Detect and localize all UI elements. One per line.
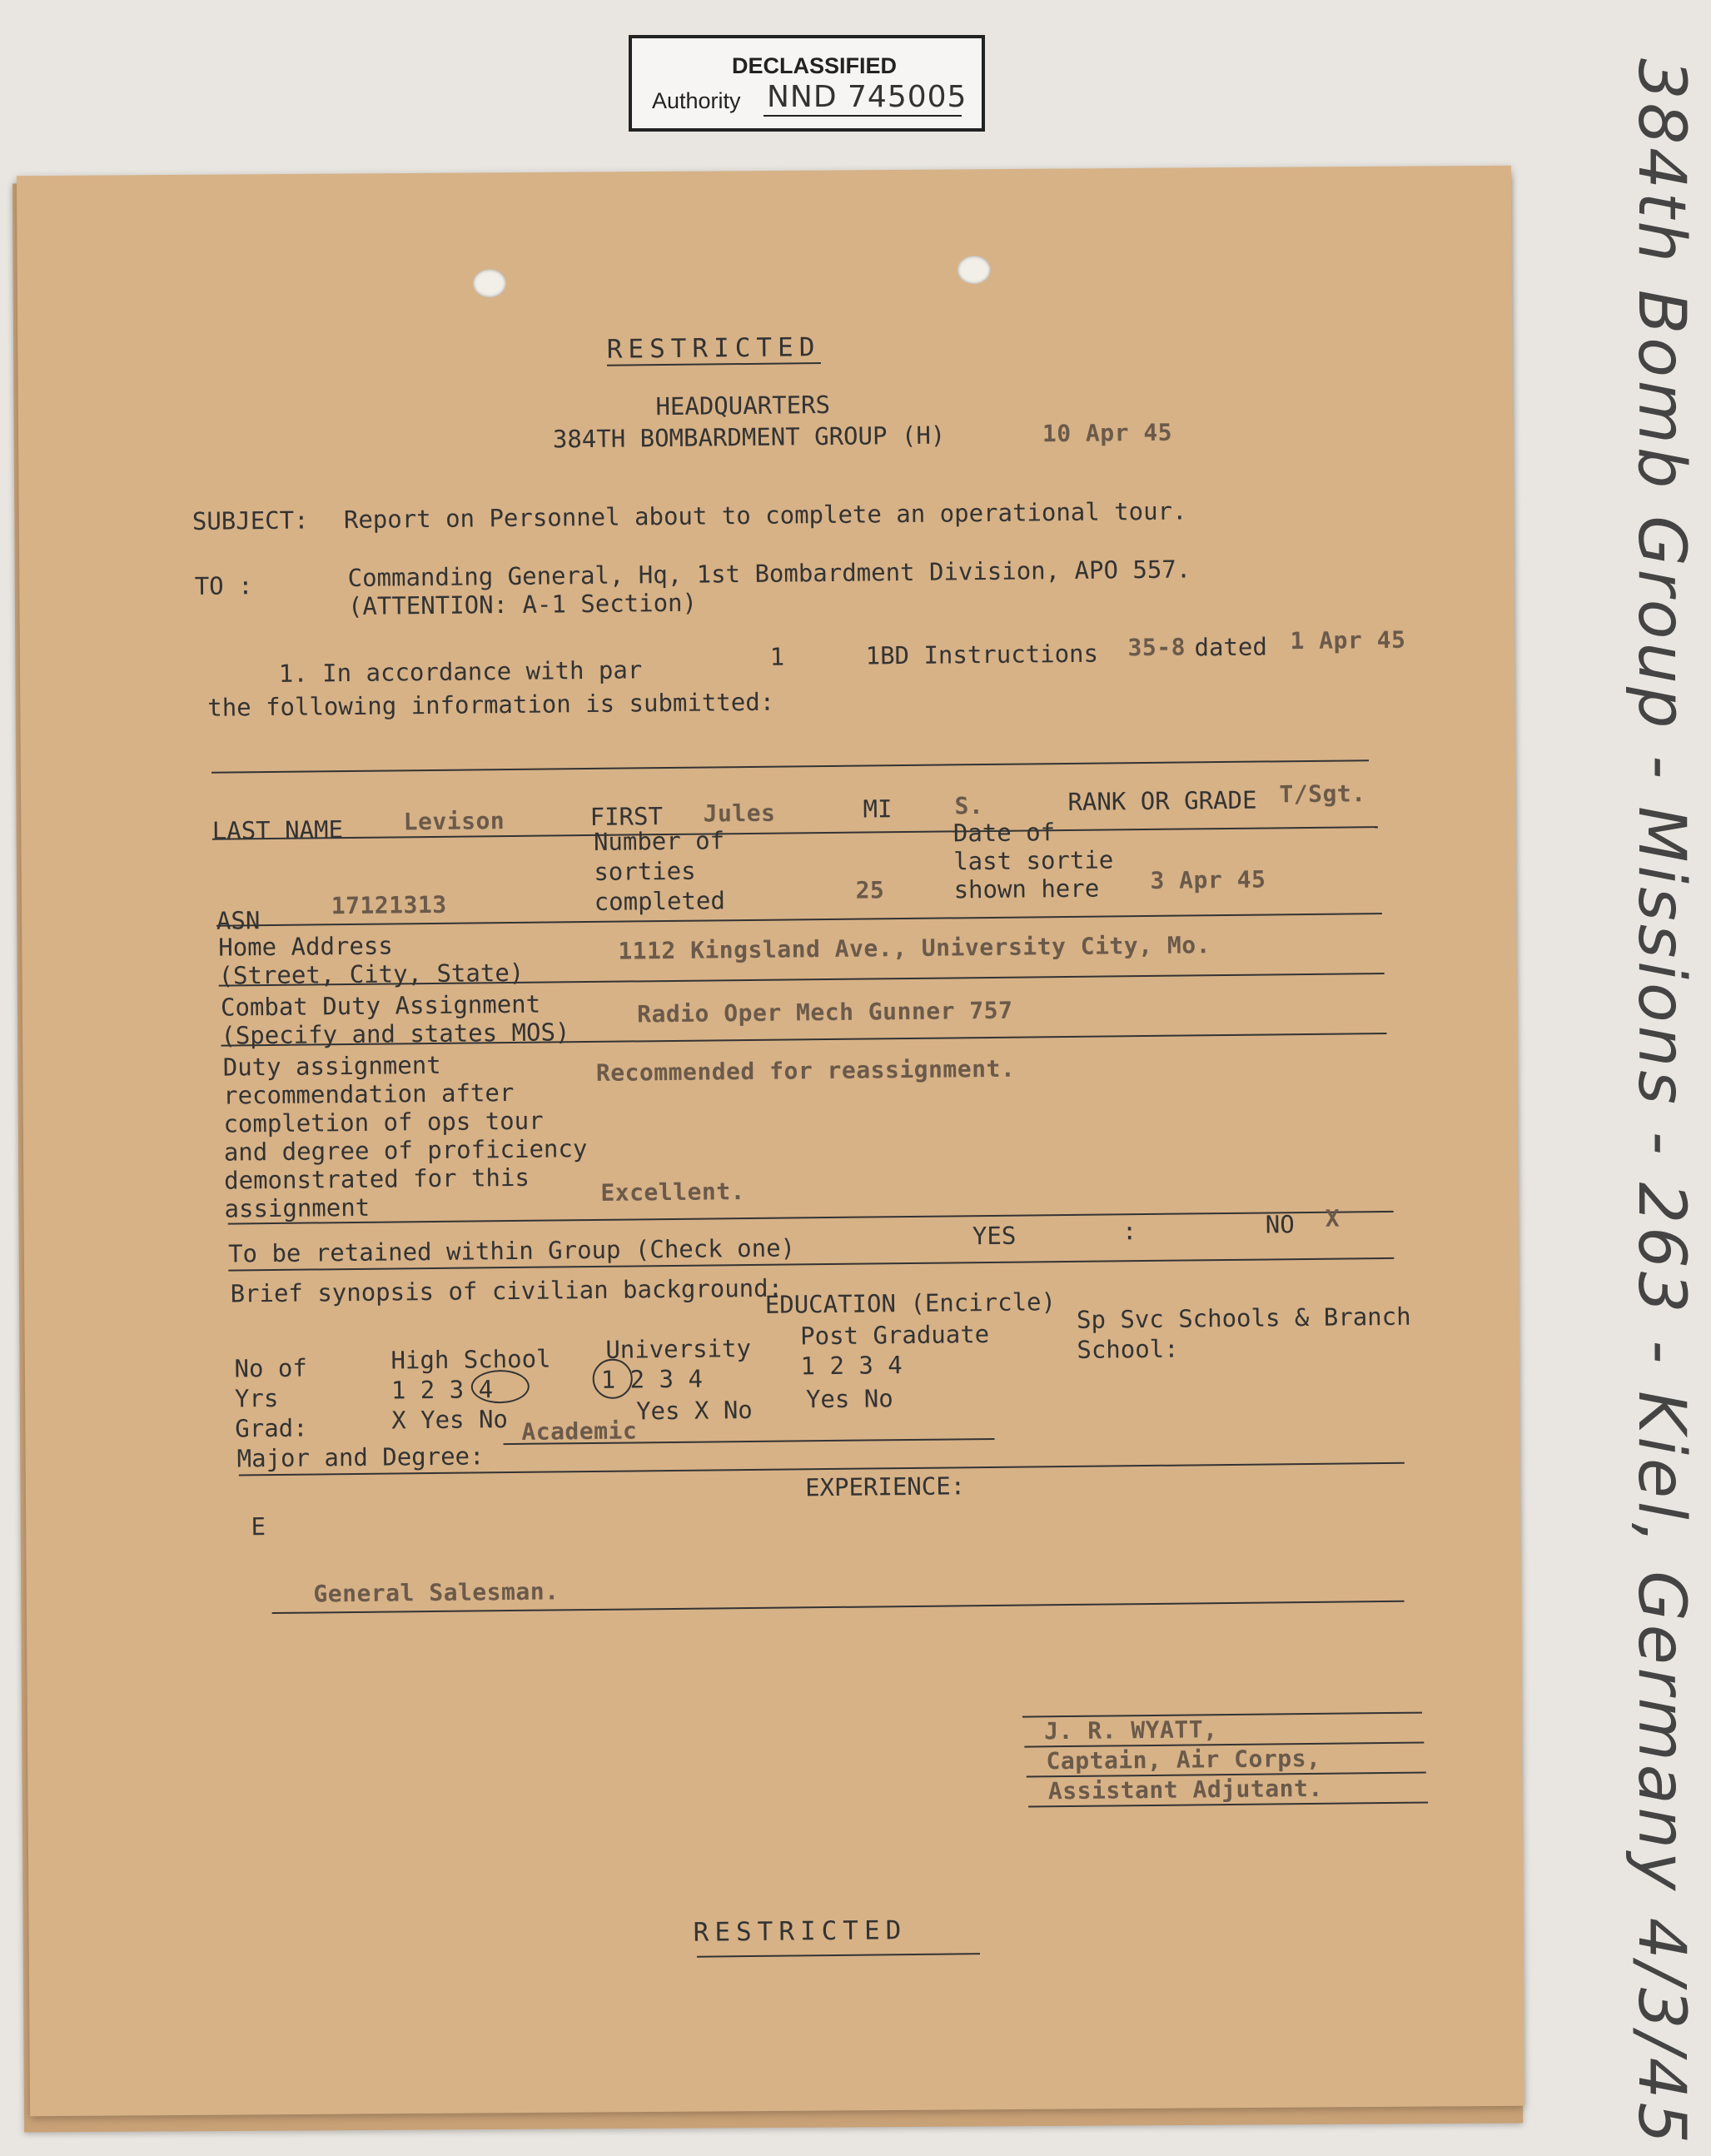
university-circle (592, 1358, 633, 1399)
stamp-authority-label: Authority (652, 88, 741, 113)
sorties-label-2: sorties (594, 856, 696, 886)
sorties-label-1: Number of (593, 826, 725, 856)
sp-svc-label-1: Sp Svc Schools & Branch (1076, 1302, 1411, 1334)
middle-initial-value: S. (954, 792, 984, 820)
major-label: Major and Degree: (236, 1441, 485, 1473)
high-school-grad: X Yes No (391, 1405, 509, 1435)
stamp-authority-value: NND 745005 (767, 80, 967, 114)
to-line-1: Commanding General, Hq, 1st Bombardment Division, APO 557. (347, 555, 1191, 593)
last-sortie-value: 3 Apr 45 (1150, 865, 1266, 894)
paragraph-number: 1 (769, 642, 785, 671)
home-address-value: 1112 Kingsland Ave., University City, Mo. (618, 931, 1211, 965)
e-label: E (251, 1512, 266, 1541)
asn-label: ASN (216, 906, 261, 935)
punch-hole-left (473, 269, 506, 297)
university-grad: Yes X No (635, 1395, 753, 1426)
last-sortie-label-2: last sortie (953, 845, 1114, 876)
retained-no-label: NO (1265, 1210, 1295, 1239)
last-sortie-label-1: Date of (952, 818, 1056, 848)
duty-label-5: demonstrated for this (224, 1163, 530, 1195)
unit-name: 384TH BOMBARDMENT GROUP (H) (552, 421, 946, 454)
last-sortie-label-3: shown here (953, 874, 1100, 904)
dated-label: dated (1194, 632, 1268, 662)
home-address-label-2: (Street, City, State) (218, 958, 525, 990)
major-value: Academic (521, 1417, 638, 1446)
education-label: EDUCATION (Encircle) (764, 1287, 1057, 1319)
experience-value: General Salesman. (313, 1577, 560, 1608)
sorties-label-3: completed (594, 886, 726, 916)
duty-recommendation-value: Recommended for reassignment. (595, 1054, 1016, 1087)
restricted-bottom-rule (697, 1953, 980, 1958)
high-school-circle (471, 1370, 530, 1404)
punch-hole-right (957, 256, 991, 284)
duty-label-2: recommendation after (222, 1078, 515, 1110)
retained-label: To be retained within Group (Check one) (227, 1233, 796, 1268)
duty-rule (228, 1211, 1394, 1225)
yrs-label: Yrs (234, 1383, 279, 1413)
retained-no-mark: X (1325, 1204, 1340, 1232)
post-graduate-grad: Yes No (805, 1384, 893, 1414)
university-years: 1 2 3 4 (600, 1364, 704, 1394)
post-graduate-years: 1 2 3 4 (800, 1351, 903, 1381)
instructions-number: 35-8 (1127, 633, 1186, 662)
paragraph-line-2: the following information is submitted: (207, 687, 775, 722)
duty-label-6: assignment (224, 1193, 371, 1223)
first-name-label: FIRST (589, 802, 664, 831)
to-line-2: (ATTENTION: A-1 Section) (347, 588, 698, 621)
rank-label: RANK OR GRADE (1067, 785, 1257, 816)
combat-duty-label-1: Combat Duty Assignment (220, 989, 541, 1022)
middle-initial-label: MI (863, 794, 893, 824)
instructions-label: 1BD Instructions (865, 639, 1099, 670)
form-top-rule (211, 759, 1369, 774)
high-school-label: High School (390, 1344, 551, 1375)
sorties-value: 25 (855, 876, 885, 904)
name-rule (212, 826, 1378, 840)
subject-text: Report on Personnel about to complete an operational tour. (343, 496, 1187, 535)
post-graduate-label: Post Graduate (800, 1319, 990, 1351)
side-note-text: 384th Bomb Group - Missions - 263 - Kiel, Germany 4/3/45 (1624, 58, 1699, 2147)
stamp-title: DECLASSIFIED (732, 53, 898, 78)
home-address-label-1: Home Address (218, 931, 393, 962)
experience-label: EXPERIENCE: (804, 1471, 966, 1502)
duty-label-4: and degree of proficiency (223, 1134, 588, 1167)
synopsis-label: Brief synopsis of civilian background: (230, 1273, 783, 1308)
memo-date: 10 Apr 45 (1042, 418, 1173, 448)
combat-duty-value: Radio Oper Mech Gunner 757 (636, 996, 1013, 1028)
grad-label: Grad: (235, 1413, 308, 1443)
university-label: University (605, 1333, 752, 1364)
subject-label: SUBJECT: (191, 505, 309, 535)
restricted-bottom: RESTRICTED (693, 1915, 908, 1948)
last-name-label: LAST NAME (211, 815, 344, 845)
high-school-years: 1 2 3 4 (390, 1375, 494, 1405)
signature-role: Assistant Adjutant. (1047, 1774, 1323, 1805)
retained-yes-label: YES (972, 1221, 1017, 1251)
proficiency-value: Excellent. (600, 1178, 746, 1207)
first-name-value: Jules (703, 799, 776, 828)
asn-value: 17121313 (331, 890, 447, 920)
duty-label-1: Duty assignment (222, 1050, 441, 1082)
headquarters-label: HEADQUARTERS (655, 390, 831, 421)
last-name-value: Levison (403, 807, 505, 836)
restricted-top: RESTRICTED (606, 332, 821, 365)
paragraph-lead: 1. In accordance with par (278, 655, 643, 688)
signature-title: Captain, Air Corps, (1046, 1744, 1321, 1775)
retained-colon: : (1122, 1217, 1137, 1246)
no-of-label: No of (234, 1353, 308, 1383)
rank-value: T/Sgt. (1279, 779, 1366, 809)
instructions-date: 1 Apr 45 (1290, 625, 1406, 655)
signature-name: J. R. WYATT, (1044, 1715, 1218, 1745)
combat-duty-label-2: (Specify and states MOS) (221, 1018, 570, 1050)
to-label: TO : (194, 571, 253, 600)
duty-label-3: completion of ops tour (223, 1106, 544, 1138)
sp-svc-label-2: School: (1077, 1334, 1179, 1364)
